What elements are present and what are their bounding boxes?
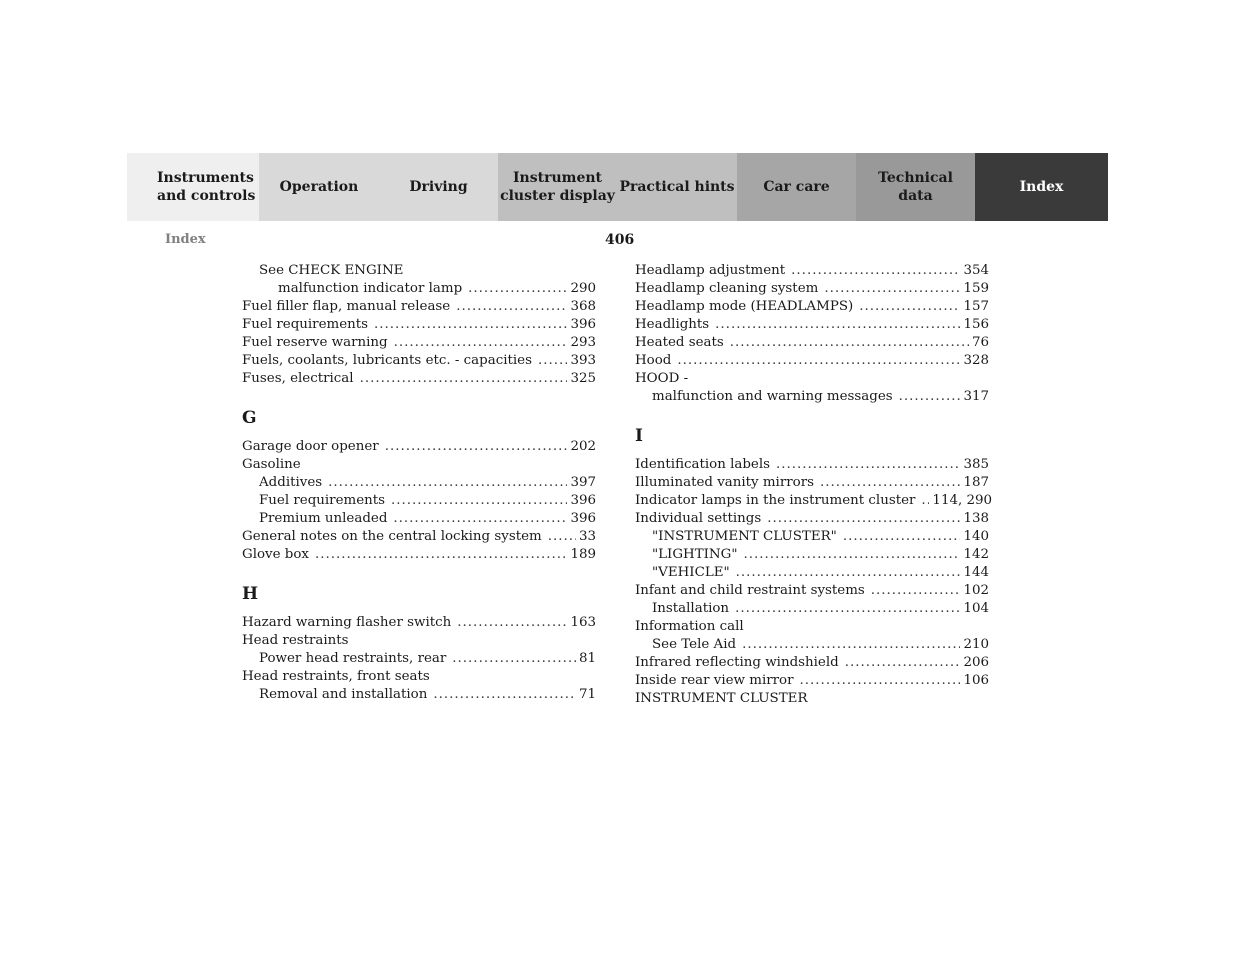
index-entry-text: Additives [259,475,323,490]
index-entry-text: Headlights [635,317,710,332]
index-entry [635,690,989,708]
index-entry-text: See CHECK ENGINE [259,263,404,278]
tab-practical-hints[interactable] [617,153,737,221]
index-entry-text: Fuel requirements [259,493,386,508]
dot-leader [715,316,960,334]
index-entry-text: Premium unleaded [259,511,388,526]
index-page-ref[interactable]: 396 [570,493,596,508]
index-page-ref[interactable]: 187 [963,475,989,490]
index-entry-text: "INSTRUMENT CLUSTER" [652,529,837,544]
index-page-ref[interactable]: 102 [963,583,989,598]
index-entry-text: Individual settings [635,511,762,526]
index-page-ref[interactable]: 142 [963,547,989,562]
index-entry-text: HOOD - [635,371,689,386]
index-entry-text: Gasoline [242,457,301,472]
index-entry-text: See Tele Aid [652,637,737,652]
index-page-ref[interactable]: 393 [570,353,596,368]
dot-leader [452,650,576,668]
index-page-ref[interactable]: 210 [963,637,989,652]
index-page-ref[interactable]: 202 [570,439,596,454]
dot-leader [468,280,567,298]
index-entry [242,280,596,298]
index-page-ref[interactable]: 317 [963,389,989,404]
index-page-ref[interactable]: 385 [963,457,989,472]
dot-leader [315,546,567,564]
page-number: 406 [605,232,635,248]
index-page-ref[interactable]: 71 [578,687,596,702]
tab-instruments-and-controls[interactable] [127,153,259,221]
tab-instrument-cluster-display[interactable] [498,153,617,221]
index-entry [635,600,989,618]
dot-leader [742,636,960,654]
index-page-ref[interactable]: 140 [963,529,989,544]
tab-label: Practical hints [619,179,735,195]
index-page-ref[interactable]: 397 [570,475,596,490]
dot-leader [859,298,960,316]
index-entry-text: Installation [652,601,730,616]
index-page-ref[interactable]: 114, 290 [932,493,993,508]
index-entry-text: Garage door opener [242,439,379,454]
index-entry-text: Fuels, coolants, lubricants etc. - capacities [242,353,532,368]
index-entry [635,636,989,654]
index-entry-text: Fuel filler flap, manual release [242,299,451,314]
index-page-ref[interactable]: 157 [963,299,989,314]
dot-leader [456,298,567,316]
index-entry-text: Identification labels [635,457,771,472]
index-entry [635,582,989,600]
index-entry [635,492,993,510]
index-entry-text: malfunction indicator lamp [278,281,463,296]
index-entry [242,632,596,650]
index-entry [242,316,596,334]
tab-label: Instrument cluster display [500,170,615,204]
tab-label: Index [1019,179,1064,195]
index-entry-text: Fuel requirements [242,317,369,332]
index-page-ref[interactable]: 396 [570,317,596,332]
index-page-ref[interactable]: 159 [963,281,989,296]
index-entry [635,352,989,370]
index-entry-text: General notes on the central locking system [242,529,542,544]
index-page-ref[interactable]: 354 [963,263,989,278]
dot-leader [677,352,960,370]
dot-leader [328,474,567,492]
tab-label: Operation [279,179,359,195]
index-entry [635,370,989,388]
dot-leader [730,334,969,352]
index-entry-text: Hood [635,353,672,368]
index-entry-text: Infant and child restraint systems [635,583,865,598]
index-entry [242,456,596,474]
dot-leader [393,510,567,528]
index-entry [242,492,596,510]
index-entry [635,334,989,352]
index-page-ref[interactable]: 76 [971,335,989,350]
index-entry [635,654,989,672]
index-page-ref[interactable]: 33 [578,529,596,544]
index-column-right [635,262,993,708]
index-entry-text: INSTRUMENT CLUSTER [635,691,808,706]
tab-label: Car care [763,179,830,195]
tab-label: Technical data [878,170,953,204]
dot-leader [433,686,576,704]
dot-leader [820,474,960,492]
index-page-ref[interactable]: 81 [578,651,596,666]
dot-leader [824,280,960,298]
index-page-ref[interactable]: 189 [570,547,596,562]
index-entry [635,262,989,280]
index-entry [635,298,989,316]
tab-label: Instruments and controls [157,170,256,204]
index-entry-text: Removal and installation [259,687,428,702]
index-page-ref[interactable]: 328 [963,353,989,368]
running-head: Index [165,232,206,247]
index-entry-text: Headlamp cleaning system [635,281,819,296]
index-entry-text: Head restraints, front seats [242,669,430,684]
tab-label: Driving [409,179,468,195]
index-entry-text: malfunction and warning messages [652,389,893,404]
index-entry-text: Infrared reflecting windshield [635,655,839,670]
index-entry-text: Headlamp mode (HEADLAMPS) [635,299,854,314]
index-entry [242,262,596,280]
index-entry [635,316,989,334]
index-entry [635,474,989,492]
index-entry-text: Information call [635,619,744,634]
dot-leader [871,582,961,600]
index-entry [635,510,989,528]
dot-leader [360,370,568,388]
index-entry [242,298,596,316]
index-letter-heading: G [242,408,257,428]
index-entry [242,438,596,456]
dot-leader [800,672,961,690]
index-page-ref[interactable]: 138 [963,511,989,526]
section-tab-bar [127,153,1108,221]
dot-leader [374,316,567,334]
index-entry [242,370,596,388]
index-entry [242,668,596,686]
index-page-ref[interactable]: 290 [570,281,596,296]
tab-technical-data[interactable] [856,153,975,221]
index-entry [635,280,989,298]
dot-leader [843,528,961,546]
index-page-ref[interactable]: 368 [570,299,596,314]
index-entry [635,456,989,474]
index-entry-text: Hazard warning flasher switch [242,615,452,630]
dot-leader [791,262,960,280]
index-letter-heading: I [635,426,643,446]
dot-leader [735,600,960,618]
index-page-ref[interactable]: 106 [963,673,989,688]
dot-leader [548,528,576,546]
index-column-left [242,262,596,704]
index-letter-heading: H [242,584,259,604]
index-page-ref[interactable]: 293 [570,335,596,350]
dot-leader [736,564,961,582]
index-entry-text: Power head restraints, rear [259,651,447,666]
index-entry-text: Indicator lamps in the instrument cluster [635,493,916,508]
index-page-ref[interactable]: 156 [963,317,989,332]
index-entry-text: "VEHICLE" [652,565,730,580]
dot-leader [921,492,929,510]
index-entry-text: Fuel reserve warning [242,335,388,350]
dot-leader [767,510,960,528]
index-page-ref[interactable]: 396 [570,511,596,526]
index-page-ref[interactable]: 325 [570,371,596,386]
index-page-ref[interactable]: 104 [963,601,989,616]
index-entry [635,618,989,636]
index-entry [242,352,596,370]
index-entry [242,474,596,492]
tab-index[interactable] [975,153,1108,221]
index-entry [242,510,596,528]
index-entry-text: Head restraints [242,633,349,648]
index-entry-text: Headlamp adjustment [635,263,786,278]
index-entry-text: Inside rear view mirror [635,673,794,688]
dot-leader [394,334,568,352]
index-entry-text: Fuses, electrical [242,371,354,386]
index-entry [635,528,989,546]
index-entry [242,546,596,564]
index-entry-text: "LIGHTING" [652,547,738,562]
dot-leader [457,614,567,632]
index-entry [635,388,989,406]
index-entry-text: Glove box [242,547,309,562]
index-entry [242,650,596,668]
index-entry [635,546,989,564]
index-entry [242,614,596,632]
dot-leader [385,438,568,456]
index-page-ref[interactable]: 163 [570,615,596,630]
index-entry-text: Illuminated vanity mirrors [635,475,814,490]
tab-driving[interactable] [379,153,498,221]
dot-leader [776,456,960,474]
index-entry [242,334,596,352]
index-entry [635,672,989,690]
dot-leader [744,546,961,564]
index-entry [242,528,596,546]
index-entry-text: Heated seats [635,335,724,350]
dot-leader [899,388,961,406]
index-entry [635,564,989,582]
index-page-ref[interactable]: 206 [963,655,989,670]
index-page-ref[interactable]: 144 [963,565,989,580]
tab-operation[interactable] [259,153,379,221]
dot-leader [538,352,567,370]
tab-car-care[interactable] [737,153,856,221]
dot-leader [391,492,567,510]
index-entry [242,686,596,704]
dot-leader [845,654,961,672]
